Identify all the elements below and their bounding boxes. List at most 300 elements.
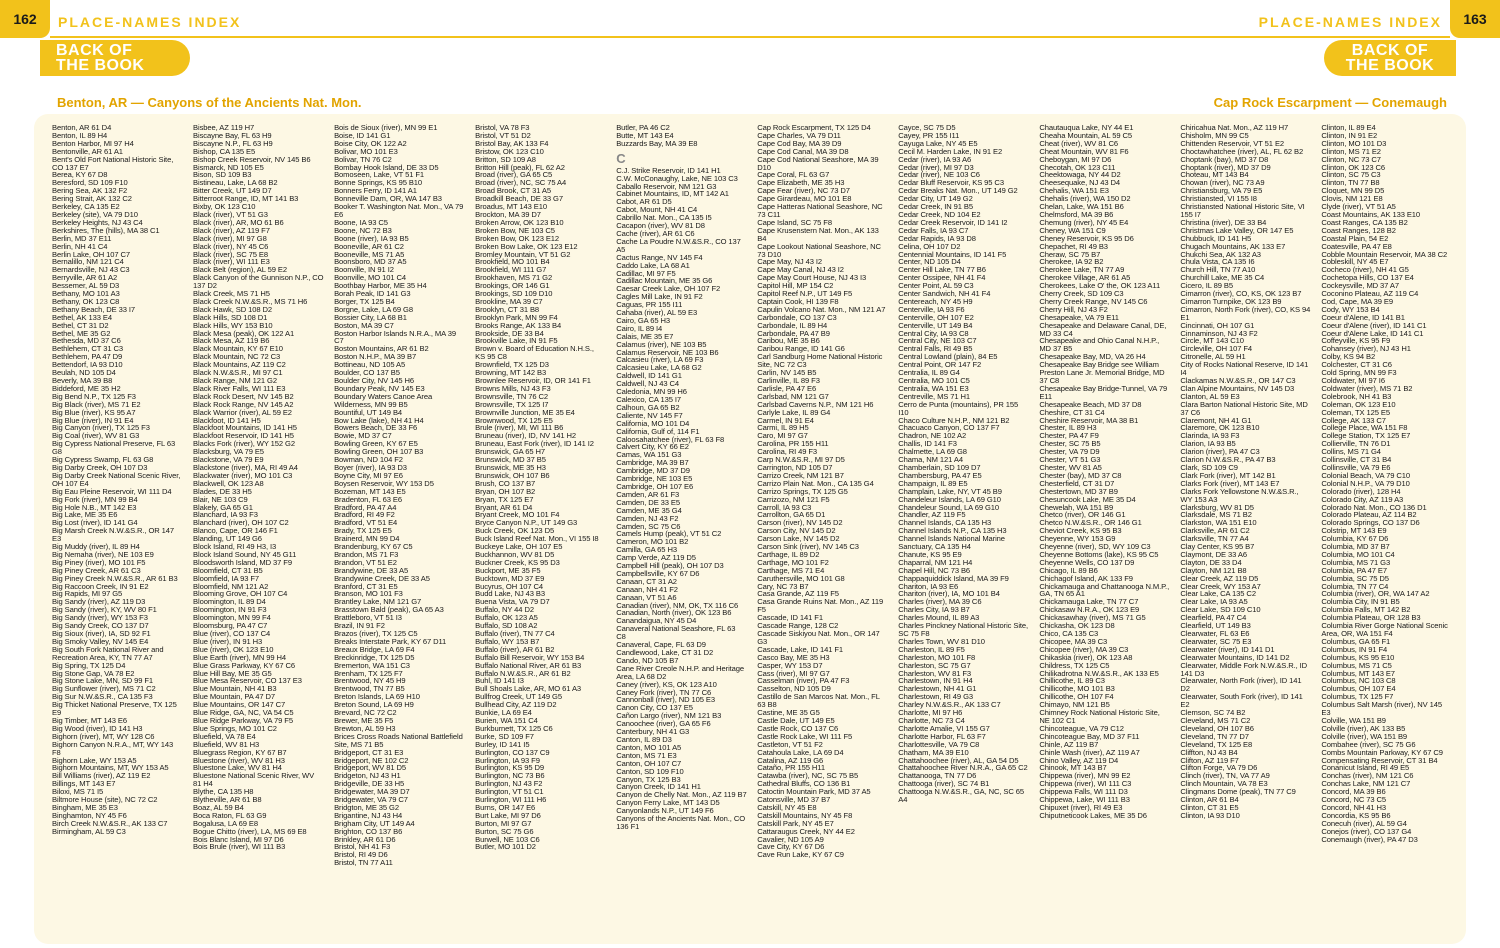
index-entry: Castillo de San Marcos Nat. Mon., FL 63 B8	[757, 692, 880, 710]
index-entry: Bristol, RI 49 D6	[334, 850, 388, 860]
index-entry: Blacksburg, VA 79 E5	[193, 447, 264, 457]
index-entry: Coldwater, MI 97 I6	[1321, 376, 1385, 385]
index-entry: Cloquet, MN 99 D5	[1321, 186, 1385, 196]
index-entry: Circleville, OH 107 F4	[1180, 344, 1253, 354]
index-entry: Carson Sink (river), NV 145 C3	[757, 542, 859, 552]
index-entry: Branson, MO 101 F3	[334, 589, 403, 599]
index-entry: Bloomfield, NM 121 A2	[193, 581, 269, 591]
index-entry: Brunswick, MD 37 B5	[475, 455, 546, 465]
index-entry: Borger, TX 125 B4	[334, 296, 395, 306]
index-entry: Colorado Plateau, AZ 114 B2	[1321, 510, 1417, 520]
index-entry: Chautauqua Lake, NY 44 E1	[1039, 124, 1134, 132]
index-entry: Carl Sandburg Home National Historic Site, NC 72 C3	[757, 352, 883, 370]
index-entry: Carbondale, PA 47 B9	[757, 328, 830, 338]
index-entry: Brigham City, UT 149 A4	[334, 818, 415, 828]
index-entry: Chimayo, NM 121 B5	[1039, 700, 1110, 710]
index-entry: Blair, NE 103 C9	[193, 494, 248, 504]
index-entry: Blue (river), CO 137 C4	[193, 629, 271, 638]
index-entry: Charleston, MO 101 F8	[898, 652, 976, 662]
index-entry: Bucyrus, OH 107 C4	[475, 581, 543, 591]
index-entry: Buckeye Lake, OH 107 E5	[475, 542, 563, 552]
index-entry: Big Muddy (river), IL 89 H4	[52, 542, 140, 552]
index-entry: Chesuncook Lake, ME 35 D4	[1039, 494, 1136, 504]
index-entry: Center Ossipee, NH 41 F4	[898, 273, 986, 283]
index-entry: Channel Islands National Marine Sanctuary, CA 135 H4	[898, 534, 1005, 552]
index-entry: Cherry Hill, NJ 43 F2	[1039, 304, 1108, 314]
index-entry: Brewer, ME 35 F5	[334, 715, 394, 725]
section-tab-right-line2: THE BOOK	[1345, 57, 1435, 74]
index-entry: Casselman (river), PA 47 F3	[757, 676, 850, 686]
index-entry: Bryant, AR 61 D4	[475, 502, 533, 512]
index-entry: Bridgeport, NE 102 C2	[334, 755, 409, 765]
index-entry: Cadillac Mountain, ME 35 G6	[616, 276, 713, 286]
index-entry: Big Piney Creek N.W.&S.R., AR 61 B3	[52, 573, 178, 583]
index-entry: Calhoun, GA 65 B2	[616, 402, 680, 412]
index-entry: Blanding, UT 149 G6	[193, 534, 262, 544]
index-entry: Clinton, IN 91 E2	[1321, 130, 1378, 140]
index-entry: Buck Creek, OK 123 D5	[475, 526, 555, 536]
index-entry: Bridgeport, CT 31 E3	[334, 747, 404, 757]
index-entry: Chula Vista, CA 135 I6	[1180, 257, 1255, 267]
index-entry: Black Mountains, AZ 119 C2	[193, 360, 286, 370]
index-entry: Carthage, MS 71 E4	[757, 565, 825, 575]
index-entry: Columbia Plateau, OR 128 B3	[1321, 613, 1421, 623]
index-entry: Chester, PA 47 F9	[1039, 431, 1099, 441]
index-entry: Caro, MI 97 G7	[757, 431, 808, 441]
index-entry: Bethany, OK 123 C8	[52, 296, 120, 306]
index-entry: Booneville, AR 61 C2	[334, 241, 404, 251]
index-entry: Bolivar, TN 76 C2	[334, 154, 392, 164]
index-entry: Columbia, MO 101 C4	[1321, 549, 1395, 559]
index-entry: Brentwood, NY 45 H9	[334, 676, 406, 686]
index-entry: Clinton, OK 123 C6	[1321, 162, 1386, 172]
index-entry: Buhl, ID 141 I3	[475, 676, 524, 686]
index-entry: Berkeley (site), VA 79 D10	[52, 209, 138, 219]
index-entry: Bridgeville, DE 33 H5	[334, 779, 405, 789]
index-entry: Brookside, DE 33 B4	[475, 328, 544, 338]
index-entry: Casco Bay, ME 35 H3	[757, 652, 830, 662]
index-entry: Bridgton, ME 35 G2	[334, 802, 399, 812]
index-entry: Budd Lake, NJ 43 B3	[475, 589, 546, 599]
index-entry: Chipuxet (river), RI 49 E3	[1039, 802, 1123, 812]
index-entry: Black N.W.&S.R., MI 97 C1	[193, 368, 283, 378]
index-entry: Cheyenne Wells, CO 137 D9	[1039, 557, 1135, 567]
index-entry: Charleston, WV 81 F3	[898, 668, 971, 678]
index-entry: Brownsville, TX 125 I7	[475, 399, 549, 409]
index-entry: Bristol, VT 51 D2	[475, 130, 531, 140]
index-entry: Broken Bow, OK 123 E12	[475, 233, 560, 243]
index-entry: Big Lake, ME 35 E6	[52, 510, 118, 520]
index-entry: Chillicothe, OH 107 F4	[1039, 692, 1114, 702]
index-entry: Bristol, NH 41 F3	[334, 842, 391, 852]
index-column	[898, 124, 1029, 942]
index-entry: Choteau, MT 143 B4	[1180, 170, 1249, 180]
index-entry: Coatesville, PA 47 E8	[1321, 241, 1392, 251]
index-entry: Christiansted National Historic Site, VI 155 I7	[1180, 202, 1305, 219]
index-entry: Burwell, NE 103 C6	[475, 834, 540, 844]
index-entry: Cheat Mountain, WV 81 F6	[1039, 146, 1129, 156]
index-entry: Cascade, ID 141 F1	[757, 613, 823, 623]
index-entry: Boise City, OK 122 A2	[334, 138, 407, 148]
index-entry: Champlain, Lake, NY, VT 45 B9	[898, 486, 1002, 496]
index-entry: Cascade Range, 128 C2	[757, 621, 839, 631]
index-entry: Bismarck, ND 105 E5	[193, 162, 264, 172]
index-entry: Cathedral Bluffs, CO 136 B1	[757, 779, 851, 789]
index-entry: Clearwater, South Fork (river), ID 141 E2	[1180, 692, 1303, 710]
index-entry: Butler, MO 101 D2	[475, 842, 536, 852]
index-entry: Bernalillo, NM 121 C4	[52, 257, 124, 267]
index-entry: Catskill, NY 45 E8	[757, 802, 817, 812]
index-entry: Chico, CA 135 C3	[1039, 629, 1099, 638]
index-entry: Casa Grande, AZ 119 F5	[757, 589, 839, 599]
index-entry: Chalmette, LA 69 G8	[898, 447, 967, 457]
index-entry: Block Island Sound, NY 45 G11	[193, 549, 297, 559]
index-entry: Charlestown, NH 41 G1	[898, 684, 977, 694]
index-entry: Cape Hatteras National Seashore, NC 73 C11	[757, 202, 883, 219]
index-entry: Bishop, CA 135 E5	[193, 146, 256, 156]
index-entry: Cheat (river), WV 81 C6	[1039, 138, 1119, 148]
index-entry: Concord, MA 39 B6	[1321, 787, 1386, 797]
index-entry: Chincoteague Bay, MD 37 F11	[1039, 731, 1140, 741]
index-entry: Canaan, CT 31 A2	[616, 576, 677, 586]
index-entry: Charlotte, NC 73 C4	[898, 715, 965, 725]
index-entry: Charlestown, RI 49 G3	[898, 692, 973, 702]
index-entry: Castle Dale, UT 149 E5	[757, 715, 835, 725]
index-entry: Caliente, NV 145 F7	[616, 410, 683, 420]
index-entry: Bryan, TX 125 E7	[475, 494, 534, 504]
index-entry: Caddo Lake, LA 68 A1	[616, 260, 690, 270]
index-entry: Compensating Reservoir, CT 31 B4	[1321, 755, 1438, 765]
index-entry: Black Mountain, KY 67 E10	[193, 344, 283, 354]
index-entry: Big Cypress Swamp, FL 63 G8	[52, 455, 154, 465]
index-entry: Clearwater, SC 75 E3	[1180, 636, 1252, 646]
index-entry: Berlin Lake, OH 107 C7	[52, 249, 130, 259]
index-entry: Big Stone Lake, MN, SD 99 F1	[52, 676, 154, 686]
index-entry: Brunswick, ME 35 H3	[475, 462, 546, 472]
index-entry: Bonne Springs, KS 95 B10	[334, 178, 423, 188]
index-entry: Cimarron (river), CO, KS, OK 123 B7	[1180, 289, 1302, 299]
index-entry: Beresford, SD 109 F10	[52, 178, 128, 188]
index-entry: Chattahoochee River N.R.A., GA 65 C2	[898, 763, 1028, 773]
index-entry: Britton Hill (peak), FL 62 A2	[475, 162, 565, 172]
index-entry: Carrizo Springs, TX 125 G5	[757, 486, 848, 496]
index-entry: Blue Mountain, NH 41 B3	[193, 684, 277, 694]
index-entry: Brownlee Reservoir, ID, OR 141 F1	[475, 376, 591, 385]
index-entry: Chariton (river), IA, MO 101 B4	[898, 589, 1000, 599]
index-entry: Coeur d'Alene Lake, ID 141 C1	[1321, 328, 1424, 338]
index-entry: Bottineau, ND 105 A5	[334, 360, 406, 370]
index-entry: Boca Raton, FL 63 G9	[193, 810, 267, 820]
index-entry: Blytheville, AR 61 B8	[193, 795, 262, 805]
index-entry: Carson City, NV 145 D2	[757, 526, 836, 536]
index-entry: Blackfoot Mountains, ID 141 H5	[193, 423, 297, 433]
index-entry: Christiansted, VI 155 I8	[1180, 194, 1257, 204]
index-entry: Berkeley Heights, NJ 43 C4	[52, 217, 143, 227]
index-entry: Columbia, SC 75 D5	[1321, 573, 1389, 583]
index-entry: Chillicothe, IL 89 C3	[1039, 676, 1105, 686]
index-entry: Christina (river), DE 33 B4	[1180, 217, 1267, 227]
entry-range-left: Benton, AR — Canyons of the Ancients Nat. Mon.	[57, 95, 362, 110]
index-entry: Black (river), AR, MO 61 B6	[193, 217, 284, 227]
index-entry: Castle Rock Lake, WI 111 F5	[757, 731, 853, 741]
index-entry: Chester, IL 89 H3	[1039, 423, 1097, 433]
index-entry: Clinton, AR 61 B4	[1180, 795, 1239, 805]
index-entry: Big Raccoon Creek, IN 91 E2	[52, 581, 149, 591]
index-entry: Chehalis (river), WA 150 D2	[1039, 194, 1131, 204]
section-tab-left	[40, 40, 190, 76]
index-entry: Conejos (river), CO 137 G4	[1321, 826, 1412, 836]
index-entry: Buffalo (river), AR 61 B2	[475, 644, 555, 654]
index-entry: Burley, ID 141 I5	[475, 739, 530, 749]
index-entry: Channel Islands N.P., CA 135 H3	[898, 526, 1007, 536]
index-entry: Cave City, KY 67 D6	[757, 842, 825, 852]
index-entry: Boone (river), IA 93 B5	[334, 233, 409, 243]
index-entry: Boston, MA 39 C7	[334, 320, 394, 330]
index-entry: Chippewa (river), WI 111 C3	[1039, 779, 1132, 789]
index-entry: Brenham, TX 125 F7	[334, 668, 403, 678]
index-entry: Canyonlands N.P., UT 149 F6	[616, 806, 714, 816]
index-entry: Carrington, ND 105 D7	[757, 462, 833, 472]
index-entry: Carlisle, PA 47 E6	[757, 383, 817, 393]
index-entry: Canaan, NH 41 F2	[616, 584, 678, 594]
index-entry: Bluegrass Region, KY 67 B7	[193, 747, 287, 757]
index-entry: Cheney Reservoir, KS 95 D6	[1039, 233, 1134, 243]
index-entry: Blackstone (river), MA, RI 49 A4	[193, 462, 298, 472]
index-entry: Cape May Canal, NJ 43 I2	[757, 265, 844, 275]
index-entry: Central Lowland (plain), 84 E5	[898, 352, 998, 362]
index-entry: Bloomington, IL 89 D4	[193, 597, 266, 607]
index-entry: Cascade Siskiyou Nat. Mon., OR 147 G3	[757, 629, 880, 646]
index-entry: Carolina, RI 49 F3	[757, 447, 818, 457]
index-entry: Center Hill Lake, TN 77 B6	[898, 265, 986, 275]
index-entry: Blue (river), OK 123 E10	[193, 644, 274, 654]
index-entry: Coldwater (river), MS 71 B2	[1321, 383, 1413, 393]
index-entry: Browning, MT 142 B3	[475, 368, 547, 378]
index-entry: Caney Fork (river), TN 77 C6	[616, 687, 712, 697]
index-entry: Carlsbad Caverns N.P., NM 121 H6	[757, 399, 874, 409]
index-entry: Big Darby Creek, OH 107 D3	[52, 462, 148, 472]
index-entry: Bogue Chitto (river), LA, MS 69 E8	[193, 826, 307, 836]
index-entry: Beverly, MA 39 B8	[52, 376, 113, 385]
index-entry: Chippewa (river), MN 99 E2	[1039, 771, 1131, 781]
index-entry: Cherry Creek, SD 109 C3	[1039, 289, 1124, 299]
index-entry: Bighorn (river), MT, WY 128 C6	[52, 731, 155, 741]
index-entry: Big Sandy Creek, CO 137 D7	[52, 621, 149, 631]
index-entry: Charleston, IL 89 F5	[898, 644, 965, 654]
index-entry: Carmi, IL 89 H5	[757, 423, 809, 433]
index-entry: Brownsville, TN 76 C2	[475, 391, 549, 401]
index-entry: Brooklyn, CT 31 B8	[475, 304, 540, 314]
index-entry: Clearfield, PA 47 C4	[1180, 613, 1247, 623]
index-entry: Charlotte, MI 97 H6	[898, 708, 963, 718]
index-entry: Central Point, OR 147 F2	[898, 360, 982, 370]
index-entry: Bryan, OH 107 B2	[475, 486, 536, 496]
index-entry: Colorado City, AZ 119 A3	[1321, 494, 1404, 504]
index-entry: Canton, IL 89 D3	[616, 734, 672, 744]
index-entry: Carrizo Creek, NM 121 B7	[757, 470, 844, 480]
index-entry: Cheshire, CT 31 C4	[1039, 407, 1105, 417]
index-entry: Coast Ranges, CA 135 B2	[1321, 217, 1408, 227]
index-entry: Binghamton, NY 45 F6	[52, 810, 127, 820]
index-entry: Cannonball (river), ND 105 E3	[616, 695, 716, 705]
index-entry: Castleton, VT 51 F2	[757, 739, 823, 749]
index-entry: Columbus, OH 107 E4	[1321, 684, 1396, 694]
index-entry: Castle Rock, CO 137 C6	[757, 723, 839, 733]
index-entry: Boulder City, NV 145 H6	[334, 376, 414, 385]
index-entry: Broad (river), GA 65 C5	[475, 170, 553, 180]
index-entry: Broken Bow Lake, OK 123 E12	[475, 241, 578, 251]
index-entry: Bingham, ME 35 E3	[52, 802, 118, 812]
index-entry: Blackstone, VA 79 E9	[193, 455, 264, 465]
index-entry: Chillicothe, MO 101 B3	[1039, 684, 1115, 694]
index-entry: Carbondale, IL 89 H4	[757, 320, 828, 330]
index-entry: Clarion, IA 93 B5	[1180, 439, 1236, 449]
index-entry: Berryville, AR 61 A2	[52, 273, 118, 283]
index-entry: Carrizo Plain Nat. Mon., CA 135 G4	[757, 478, 874, 488]
index-entry: Blanchard (river), OH 107 C2	[193, 518, 289, 528]
index-entry: Boston N.H.P., MA 39 B7	[334, 352, 417, 362]
index-entry: Cabinet Mountains, ID, MT 142 A1	[616, 189, 729, 199]
index-entry: Carlinville, IL 89 F3	[757, 376, 820, 385]
index-entry: Cleveland, MS 71 C2	[1180, 715, 1251, 725]
index-entry: Borah Peak, ID 141 G3	[334, 289, 411, 299]
index-entry: Chambersburg, PA 47 E5	[898, 470, 982, 480]
index-entry: Bluestone Lake, WV 81 H4	[193, 763, 282, 773]
index-entry: Cedar (river), IA 93 A6	[898, 154, 972, 164]
index-entry: Brooklyn Park, MN 99 F4	[475, 312, 558, 322]
index-entry: Clarksdale, MS 71 B2	[1180, 510, 1252, 520]
index-entry: Combahee (river), SC 75 G6	[1321, 739, 1416, 749]
index-entry: Cape Girardeau, MO 101 E8	[757, 194, 852, 204]
index-entry: Concordia, KS 95 B6	[1321, 810, 1391, 820]
index-entry: Chewelah, WA 151 B9	[1039, 502, 1114, 512]
index-entry: Carthage, IL 89 D2	[757, 549, 820, 559]
index-entry: Canyon Creek, ID 141 H1	[616, 782, 701, 792]
index-entry: Christiansburg, VA 79 E5	[1180, 186, 1263, 196]
index-entry: Bethany Beach, DE 33 I7	[52, 304, 135, 314]
index-entry: Blythe, CA 135 H8	[193, 787, 254, 797]
index-entry: Brighton, CO 137 B6	[334, 826, 403, 836]
index-entry: Charles Mound, IL 89 A3	[898, 613, 980, 623]
index-entry: Chesapeake, VA 79 E11	[1039, 312, 1119, 322]
index-entry: Big Canyon (river), TX 125 F3	[52, 423, 150, 433]
index-entry: Canyon Ferry Lake, MT 143 D5	[616, 798, 720, 808]
index-entry: Collierville, TN 76 D1	[1321, 439, 1391, 449]
index-entry: Cody, WY 153 B4	[1321, 304, 1380, 314]
index-entry: Center Sandwich, NH 41 F4	[898, 289, 991, 299]
index-entry: Clara Barton National Historic Site, MD 37 C6	[1180, 399, 1308, 417]
index-entry: Brookfield, MO 101 B4	[475, 257, 550, 267]
index-entry: Big Black (river), MS 71 E2	[52, 399, 141, 409]
index-entry: Casper, WY 153 D7	[757, 660, 823, 670]
index-entry: Bettendorf, IA 93 D10	[52, 360, 123, 370]
index-entry: Catskill Mountains, NY 45 F8	[757, 810, 853, 820]
index-entry: Black (river), WI 111 E3	[193, 257, 270, 267]
index-entry: Cayey, PR 155 I11	[898, 130, 960, 140]
index-entry: Boulder, CO 137 B5	[334, 368, 400, 378]
index-entry: Columbia, PA 47 E7	[1321, 565, 1388, 575]
index-entry: Cabrillo Nat. Mon., CA 135 I5	[616, 213, 712, 223]
index-entry: Cedar Creek Reservoir, ID 141 I2	[898, 217, 1008, 227]
index-entry: Cincinnati, OH 107 G1	[1180, 320, 1255, 330]
index-entry: Canaveral National Seashore, FL 63 C8	[616, 624, 736, 642]
index-entry: Champaign, IL 89 E5	[898, 478, 968, 488]
index-entry: Buffalo, NY 44 D2	[475, 605, 534, 615]
index-entry: Cambridge, NE 103 E5	[616, 474, 693, 484]
index-entry: Bryant Creek, MO 101 F4	[475, 510, 560, 520]
index-entry: Bighorn Canyon N.R.A., MT, WY 143 F8	[52, 739, 174, 757]
index-entry: Bloomington, MN 99 F4	[193, 613, 271, 623]
index-entry: Chamberlain, SD 109 D7	[898, 462, 981, 472]
index-entry: Big Nemaha (river), NE 103 E9	[52, 549, 154, 559]
index-entry: Clinch Mountain, VA 78 E3	[1180, 779, 1268, 789]
index-entry: Cairo, GA 65 H3	[616, 315, 670, 325]
index-entry: Capitol Hill, MP 154 C2	[757, 281, 834, 291]
index-entry: Chilikadrotna N.W.&S.R., AK 133 E5	[1039, 668, 1159, 678]
index-entry: Coleman, OK 123 E10	[1321, 399, 1396, 409]
index-entry: Choctawhatchee (river), AL, FL 62 B2	[1180, 146, 1304, 156]
index-entry: Chaparral, NM 121 H4	[898, 557, 973, 567]
index-entry: Clarksville, TN 77 A4	[1180, 534, 1249, 544]
index-entry: Bloomington, IN 91 F3	[193, 605, 267, 615]
index-entry: Carlyle Lake, IL 89 G4	[757, 407, 831, 417]
index-entry: Brasstown Bald (peak), GA 65 A3	[334, 605, 444, 615]
index-entry: Clinton, MS 71 E2	[1321, 146, 1381, 156]
index-entry: Butte, MT 143 E4	[616, 130, 674, 140]
index-entry: Bridgeport, WV 81 D5	[334, 763, 406, 773]
index-entry: Cabot, Mount, NH 41 C4	[616, 205, 698, 215]
index-entry: Christmas Lake Valley, OR 147 E5	[1180, 225, 1294, 235]
index-entry: Bloomfield, IA 93 F7	[193, 573, 260, 583]
index-entry: Brockton, MA 39 D7	[475, 209, 541, 219]
index-entry: Carbondale, CO 137 C3	[757, 312, 837, 322]
index-entry: Cheraw, SC 75 B7	[1039, 249, 1101, 259]
index-entry: Big Hole N.B., MT 142 E3	[52, 502, 137, 512]
index-entry: Charles Town, WV 81 D10	[898, 636, 985, 646]
index-entry: Breton Islands, LA 69 H10	[334, 692, 420, 702]
index-entry: Big Piney (river), MO 101 F5	[52, 557, 146, 567]
index-entry: Canandaigua, NY 45 D4	[616, 616, 697, 626]
index-entry: Caney (river), KS, OK 123 A10	[616, 679, 717, 689]
index-entry: Caribou, ME 35 B6	[757, 336, 820, 346]
index-entry: Cheesequake, NJ 43 D4	[1039, 178, 1120, 188]
index-entry: Clear Lake, SD 109 C10	[1180, 605, 1261, 615]
index-entry: Colonial Beach, VA 79 C10	[1321, 470, 1410, 480]
index-entry: Clark, SD 109 C9	[1180, 462, 1238, 472]
index-entry: Cheyenne (river), SD, WY 109 C3	[1039, 542, 1151, 552]
index-column	[757, 124, 888, 942]
index-entry: Coeur d'Alene, ID 141 B1	[1321, 312, 1405, 322]
index-entry: Blue Mesa Reservoir, CO 137 E3	[193, 676, 302, 686]
index-entry: Columbus, NC 103 C8	[1321, 676, 1396, 686]
index-entry: Boyer (river), IA 93 D3	[334, 462, 407, 472]
index-entry: Clearwater, FL 63 E6	[1180, 629, 1250, 638]
index-entry: Brunswick, GA 65 H7	[475, 447, 545, 457]
index-entry: Clear Lake, CA 135 C2	[1180, 589, 1256, 599]
index-entry: Breaks Interstate Park, KY 67 D11	[334, 636, 447, 646]
index-entry: Chowan (river), NC 73 A9	[1180, 178, 1265, 188]
index-entry: Chandeleur Islands, LA 69 G10	[898, 494, 1001, 504]
index-entry: Chester, SC 75 B5	[1039, 439, 1101, 449]
index-entry: Conecuh (river), AL 59 G4	[1321, 818, 1407, 828]
index-entry: Colstrip, MT 143 E9	[1321, 526, 1387, 536]
running-header-right: PLACE-NAMES INDEX	[1258, 14, 1442, 30]
index-entry: Big Coal (river), WV 81 G3	[52, 431, 140, 441]
index-entry: Cobble Mountain Reservoir, MA 38 C2	[1321, 249, 1448, 259]
index-entry: Canton, OH 107 C7	[616, 758, 682, 768]
index-entry: Cape May, NJ 43 I2	[757, 257, 822, 267]
index-column	[616, 124, 747, 942]
